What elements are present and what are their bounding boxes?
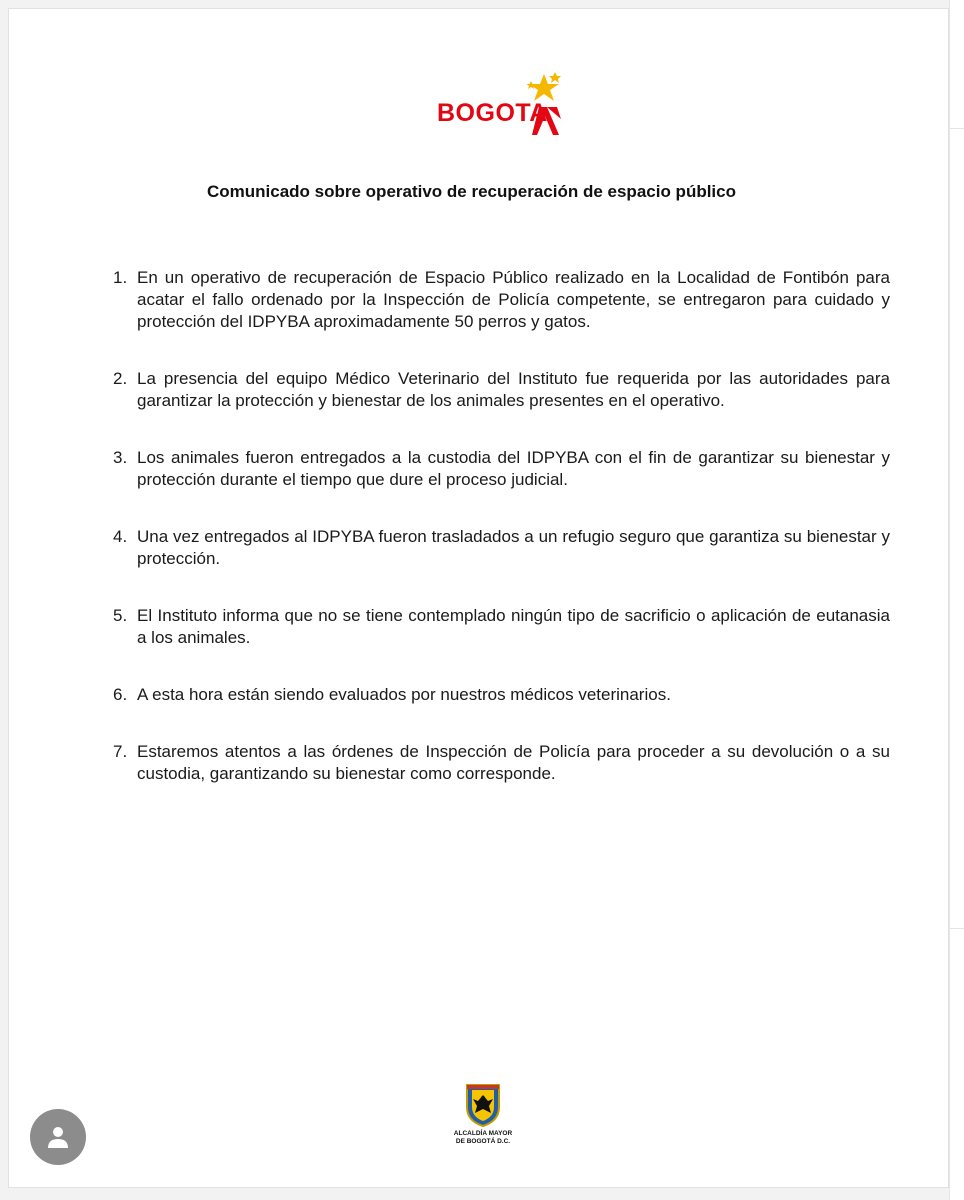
item-number: 3. [113, 448, 128, 467]
item-number: 4. [113, 527, 128, 546]
footer-line1: ALCALDÍA MAYOR [453, 1130, 513, 1137]
coat-of-arms-icon [463, 1083, 503, 1127]
right-scroll-strip [949, 0, 964, 1200]
item-text: Una vez entregados al IDPYBA fueron trasladados a un refugio seguro que garantiza su bienestar y protección. [137, 527, 890, 568]
list-item [107, 684, 890, 706]
item-text: En un operativo de recuperación de Espacio Público realizado en la Localidad de Fontibón para acatar el fallo ordenado por la Inspección de Policía competente, se entregaron para cuidado y protección del IDPYBA aproximadamente 50 perros y gatos. [137, 268, 890, 331]
item-text: Estaremos atentos a las órdenes de Inspección de Policía para proceder a su devolución o a su custodia, garantizando su bienestar como corresponde. [137, 742, 890, 783]
list-item [107, 526, 890, 570]
item-text: La presencia del equipo Médico Veterinario del Instituto fue requerida por las autoridades para garantizar la protección y bienestar de los animales presentes en el operativo. [137, 369, 890, 410]
divider [950, 928, 964, 929]
item-text: El Instituto informa que no se tiene contemplado ningún tipo de sacrificio o aplicación de eutanasia a los animales. [137, 606, 890, 647]
avatar-button[interactable] [30, 1109, 86, 1165]
item-text: Los animales fueron entregados a la custodia del IDPYBA con el fin de garantizar su bienestar y protección durante el tiempo que dure el proceso judicial. [137, 448, 890, 489]
item-number: 5. [113, 606, 128, 625]
list-item [107, 741, 890, 785]
list-item [107, 267, 890, 333]
item-number: 7. [113, 742, 128, 761]
item-number: 2. [113, 369, 128, 388]
list-item [107, 605, 890, 649]
divider [950, 128, 964, 129]
statement-list [107, 267, 890, 785]
item-number: 1. [113, 268, 128, 287]
list-item [107, 447, 890, 491]
footer-line2: DE BOGOTÁ D.C. [455, 1138, 511, 1145]
logo-text: BOGOTA [437, 99, 548, 127]
item-number: 6. [113, 685, 128, 704]
document-title: Comunicado sobre operativo de recuperación de espacio público [206, 182, 736, 201]
item-text: A esta hora están siendo evaluados por nuestros médicos veterinarios. [137, 685, 671, 704]
bogota-logo [437, 71, 577, 141]
document-page [8, 8, 949, 1188]
user-icon [46, 1124, 70, 1150]
alcaldia-crest [446, 1083, 520, 1153]
list-item [107, 368, 890, 412]
